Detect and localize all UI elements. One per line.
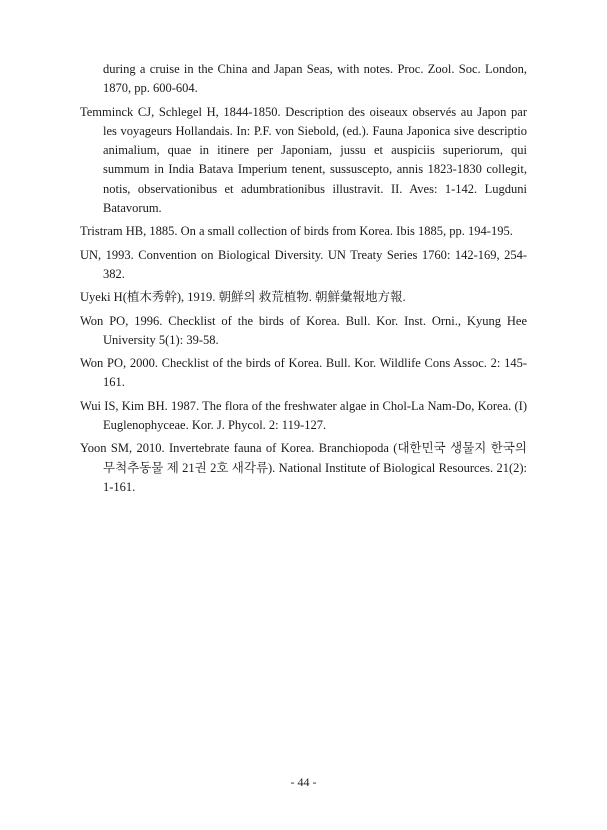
reference-entry-uyeki: Uyeki H(植木秀幹), 1919. 朝鮮의 救荒植物. 朝鮮彙報地方報.: [80, 290, 406, 305]
reference-entry-temminck: Temminck CJ, Schlegel H, 1844-1850. Description des oiseaux observés au Japon par les voyageurs Hollandais. In: P.F. von Siebold, (ed.). Fauna Japonica sive descriptio animalium, quae in itinere per Japoniam, jussu et auspiciis superiorum, qui summum in India Batava Imperium tenent, sussuscepto, annis 1823-1830 collegit, notis, observationibus et adumbrationibus illustravit. II. Aves: 1-142. Lugduni Batavorum.: [80, 104, 527, 216]
reference-list: [80, 60, 527, 501]
reference-entry-continued: during a cruise in the China and Japan Seas, with notes. Proc. Zool. Soc. London, 1870, pp. 600-604.: [103, 62, 527, 96]
reference-entry-un: UN, 1993. Convention on Biological Diversity. UN Treaty Series 1760: 142-169, 254-382.: [80, 247, 527, 281]
reference-entry-won-2000: Won PO, 2000. Checklist of the birds of Korea. Bull. Kor. Wildlife Cons Assoc. 2: 145-161.: [80, 356, 527, 390]
reference-entry-won-1996: Won PO, 1996. Checklist of the birds of Korea. Bull. Kor. Inst. Orni., Kyung Hee University 5(1): 39-58.: [80, 313, 527, 347]
reference-entry-wui: Wui IS, Kim BH. 1987. The flora of the freshwater algae in Chol-La Nam-Do, Korea. (I) Euglenophyceae. Kor. J. Phycol. 2: 119-127.: [80, 398, 527, 433]
reference-entry-tristram: Tristram HB, 1885. On a small collection of birds from Korea. Ibis 1885, pp. 194-195.: [80, 224, 513, 239]
page-number: - 44 -: [290, 775, 317, 789]
reference-entry-yoon: Yoon SM, 2010. Invertebrate fauna of Korea. Branchiopoda (대한민국 생물지 한국의 무척추동물 제 21권 2호 새각류). National Institute of Biological Resources. 21(2): 1-161.: [80, 441, 527, 494]
